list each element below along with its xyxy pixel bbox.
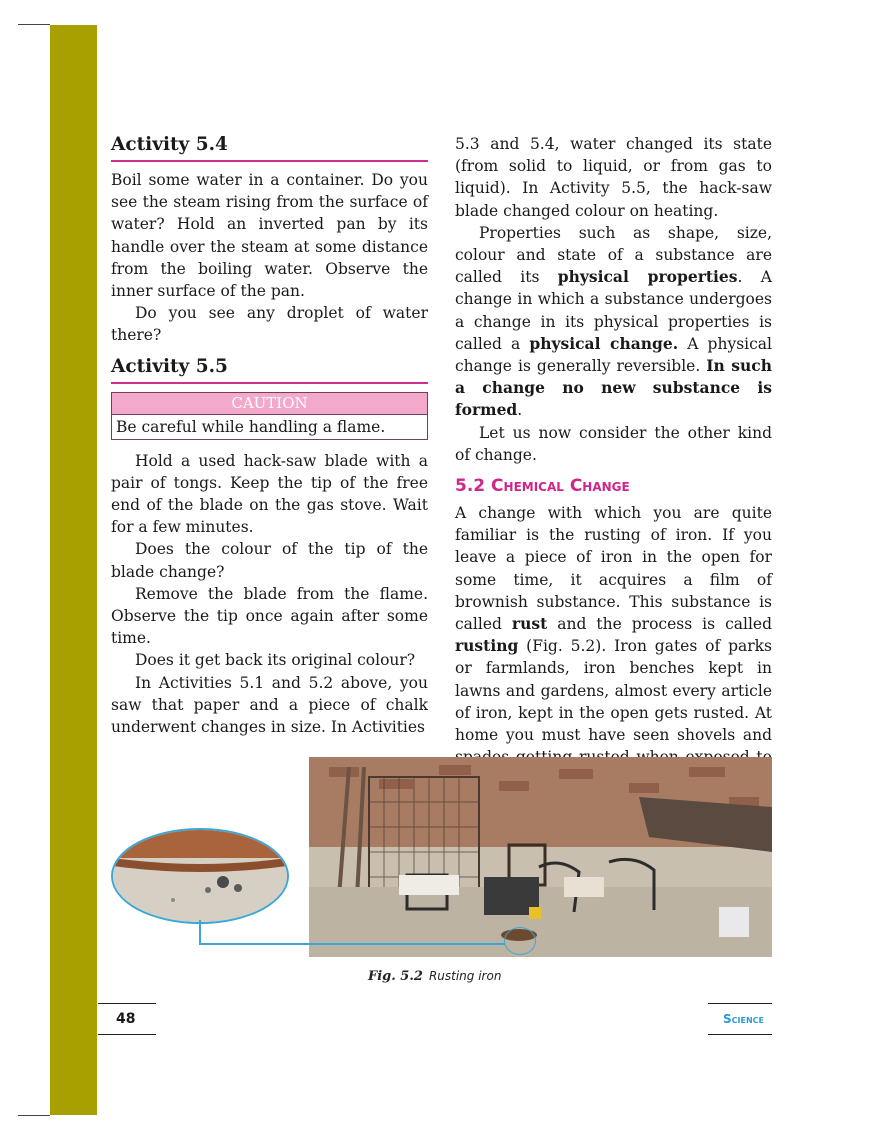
text-run: A change with which you are quite familiar is the rusting of iron. If you leave a piece of iron in the open for some time, it acquires a film of brownish substance. This substance is called	[455, 504, 772, 634]
emphasis-no-new-substance: In such a change no new substance is formed	[455, 356, 772, 420]
term-rusting: rusting	[455, 636, 519, 656]
rusting-iron-photo	[309, 757, 772, 957]
caution-label: CAUTION	[112, 393, 427, 415]
page-number: 48	[116, 1011, 136, 1027]
paragraph: Does it get back its original colour?	[135, 651, 416, 670]
figure-label: Fig. 5.2	[368, 969, 423, 984]
rusting-paragraph	[455, 502, 772, 791]
book-title: Science	[723, 1012, 764, 1026]
figure-caption-text: Rusting iron	[428, 969, 502, 983]
right-column	[455, 133, 772, 791]
footer-rule-left-top	[98, 1003, 156, 1004]
text-run: and the process is called	[547, 615, 772, 634]
figure-caption	[368, 969, 501, 984]
text-run: Properties such as shape, size, colour and state of a substance are called its	[455, 223, 772, 287]
text-run: (Fig. 5.2). Iron gates of parks or farmlands, iron benches kept in lawns and gardens, almost every article of iron, kept in the open gets rusted. At home you must have seen shovels and	[455, 637, 772, 745]
physical-properties-paragraph	[455, 222, 772, 422]
caution-text: Be careful while handling a flame.	[112, 415, 427, 439]
text-run: . A change in which a substance undergoes a change in its physical properties is called a	[455, 268, 772, 353]
footer-rule-right-top	[708, 1003, 772, 1004]
paragraph: Hold a used hack-saw blade with a pair of tongs. Keep the tip of the free end of the blade on the gas stove. Wait for a few minutes.	[111, 451, 428, 537]
paragraph: In Activities 5.1 and 5.2 above, you saw that paper and a piece of chalk underwent changes in size. In Activities	[111, 673, 428, 737]
activity-5-5-title: Activity 5.5	[111, 355, 428, 384]
section-number: 5.2	[455, 476, 486, 497]
activity-5-4-paragraph: Boil some water in a container. Do you see the steam rising from the surface of water? Hold an inverted pan by its handle over the steam at some distance from the boiling water. Observe the inner surface of the pan.	[111, 171, 428, 301]
caution-box	[111, 392, 428, 440]
text-run: A physical change is generally reversible.	[455, 334, 772, 376]
footer-rule-left-bottom	[98, 1034, 156, 1035]
connector-line-vertical	[199, 920, 201, 944]
left-column	[111, 133, 428, 738]
term-physical-change: physical change.	[529, 333, 679, 353]
footer-rule-right-bottom	[708, 1034, 772, 1035]
zoom-highlight-circle	[504, 927, 536, 955]
connector-line-horizontal	[199, 943, 505, 945]
paragraph: Does the colour of the tip of the blade change?	[111, 540, 428, 581]
text-run: .	[517, 401, 523, 420]
activity-5-4-title: Activity 5.4	[111, 133, 428, 162]
paragraph: Remove the blade from the flame. Observe the tip once again after some time.	[111, 584, 428, 648]
paragraph: 5.3 and 5.4, water changed its state (from solid to liquid, or from gas to liquid). In Activity 5.5, the hack-saw blade changed colour on heating.	[455, 135, 772, 220]
term-physical-properties: physical properties	[557, 267, 738, 287]
crop-mark-top	[18, 24, 50, 25]
crop-mark-bottom	[18, 1115, 50, 1116]
term-rust: rust	[511, 614, 548, 634]
rust-closeup-inset	[111, 828, 289, 924]
paragraph: Let us now consider the other kind of change.	[455, 423, 772, 464]
section-title: Chemical Change	[491, 476, 630, 497]
section-heading	[455, 474, 772, 498]
side-color-bar	[50, 25, 97, 1115]
activity-5-4-question: Do you see any droplet of water there?	[111, 304, 428, 345]
